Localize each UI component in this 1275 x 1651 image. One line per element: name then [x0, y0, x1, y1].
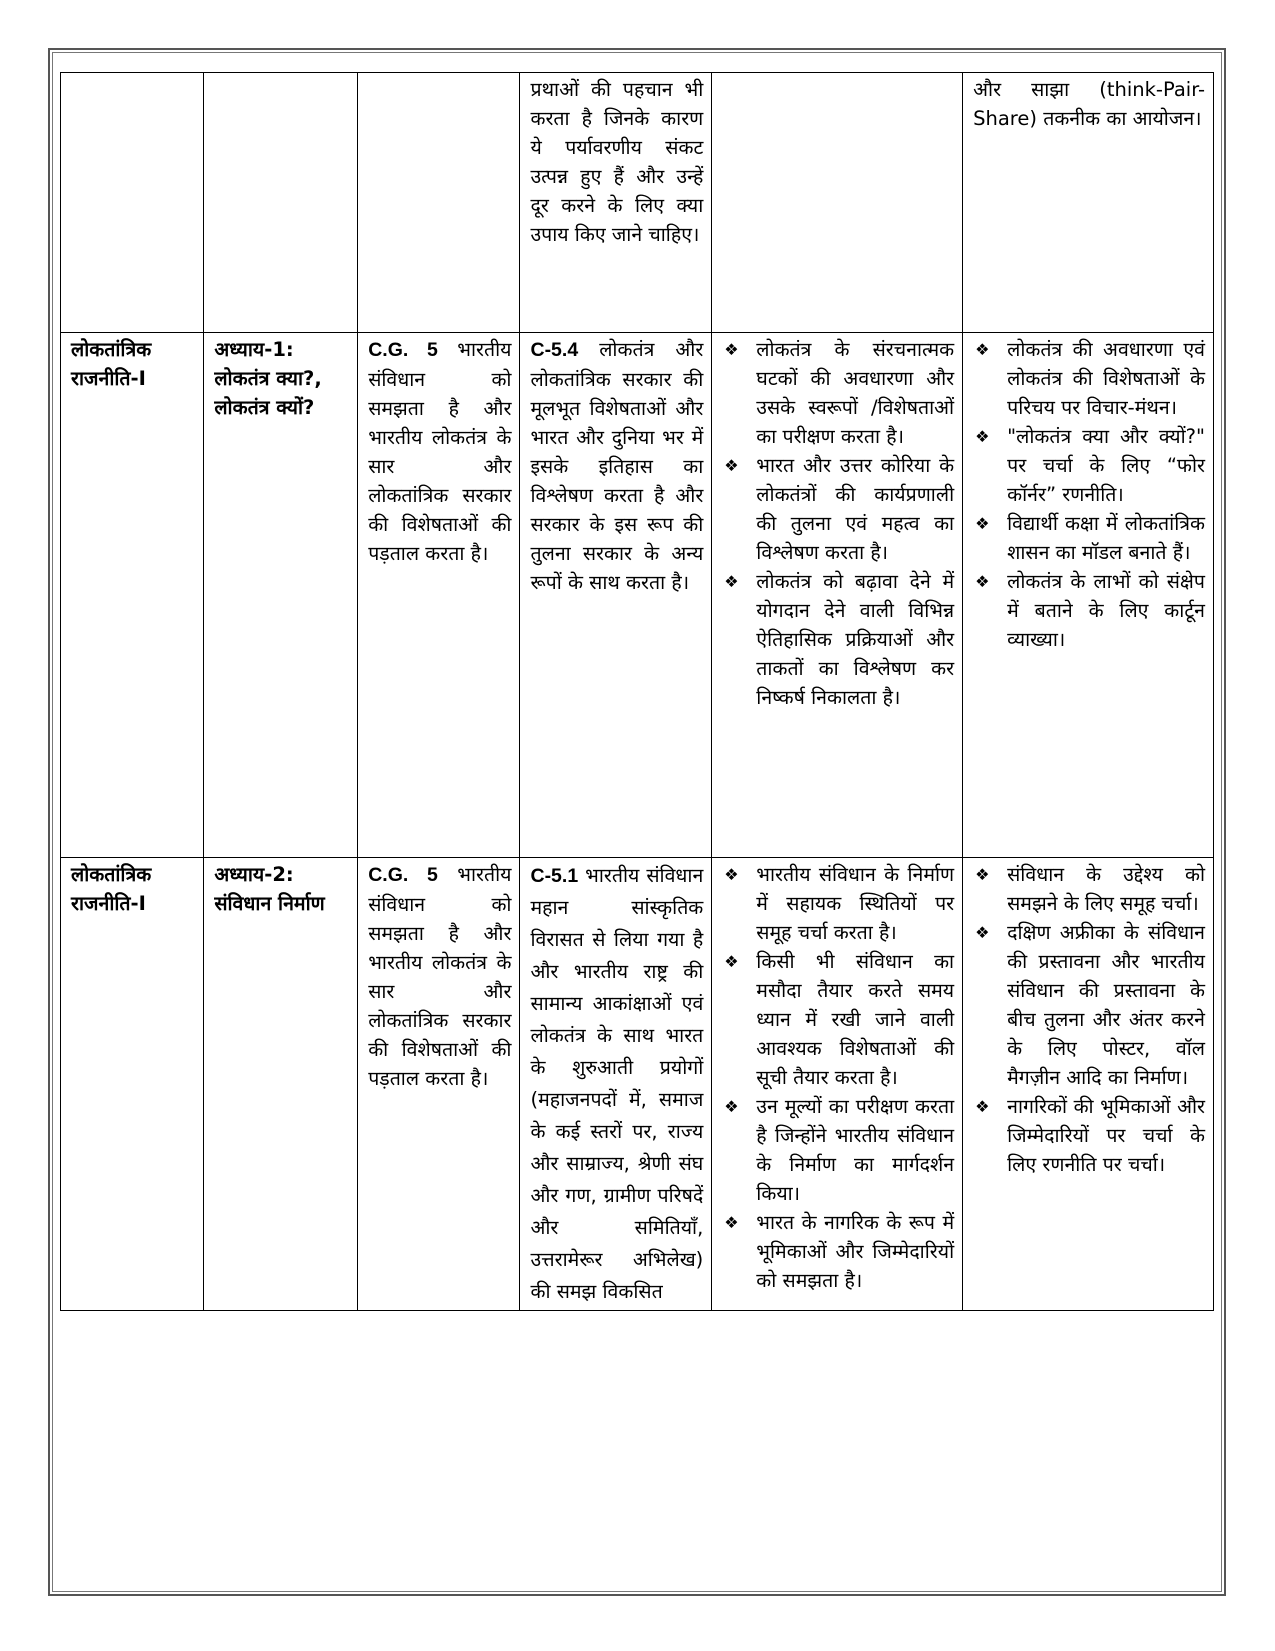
curriculum-table: [60, 72, 1214, 1311]
cell-curricular-goal: [358, 73, 520, 333]
cell-competency: [520, 73, 712, 333]
cell-learning-outcomes: [712, 858, 963, 1311]
domain-text: लोकतांत्रिक राजनीति-I: [71, 863, 152, 915]
cg-code: C.G. 5: [368, 864, 438, 886]
cell-chapter: [204, 858, 358, 1311]
pedagogy-list: [973, 860, 1205, 1179]
competency-text: भारतीय संविधान महान सांस्कृतिक विरासत से लिया गया है और भारतीय राष्ट्र की सामान्य आकांक्षाओं एवं लोकतंत्र के साथ भारत के शुरुआती प्रयोगों (महाजनपदों में, समाज के कई स्तरों पर, राज्य और साम्राज्य, श्रेणी संघ और गण, ग्रामीण परिषदें और समितियाँ, उत्तरामेरूर अभिलेख) की समझ विकसित: [530, 864, 704, 1303]
list-item: ❖ लोकतंत्र की अवधारणा एवं लोकतंत्र की विशेषताओं के परिचय पर विचार-मंथन।: [973, 335, 1205, 422]
diamond-bullet-icon: ❖: [975, 1097, 990, 1116]
diamond-bullet-icon: ❖: [975, 427, 990, 446]
diamond-bullet-icon: ❖: [724, 340, 739, 359]
cell-pedagogy: [963, 73, 1214, 333]
list-item: ❖ भारतीय संविधान के निर्माण में सहायक स्थितियों पर समूह चर्चा करता है।: [722, 860, 954, 947]
cell-learning-outcomes: [712, 333, 963, 858]
competency-text: प्रथाओं की पहचान भी करता है जिनके कारण ये पर्यावरणीय संकट उत्पन्न हुए हैं और उन्हें दूर करने के लिए क्या उपाय किए जाने चाहिए।: [530, 78, 704, 246]
cg-text: भारतीय संविधान को समझता है और भारतीय लोकतंत्र के सार और लोकतांत्रिक सरकार की विशेषताओं की पड़ताल करता है।: [368, 863, 512, 1090]
diamond-bullet-icon: ❖: [724, 572, 739, 591]
list-item: ❖ विद्यार्थी कक्षा में लोकतांत्रिक शासन का मॉडल बनाते हैं।: [973, 509, 1205, 567]
diamond-bullet-icon: ❖: [975, 572, 990, 591]
cell-curricular-goal: [358, 858, 520, 1311]
diamond-bullet-icon: ❖: [975, 340, 990, 359]
diamond-bullet-icon: ❖: [975, 923, 990, 942]
competency-text: लोकतंत्र और लोकतांत्रिक सरकार की मूलभूत विशेषताओं और भारत और दुनिया भर में इसके इतिहास का विश्लेषण करता है और सरकार के इस रूप की तुलना सरकार के अन्य रूपों के साथ करता है।: [530, 338, 704, 594]
cell-pedagogy: [963, 858, 1214, 1311]
pedagogy-text: और साझा (think-Pair-Share) तकनीक का आयोजन।: [973, 78, 1205, 130]
domain-text: लोकतांत्रिक राजनीति-I: [71, 338, 152, 390]
list-item: ❖ लोकतंत्र के संरचनात्मक घटकों की अवधारणा और उसके स्वरूपों /विशेषताओं का परीक्षण करता है।: [722, 335, 954, 451]
diamond-bullet-icon: ❖: [724, 1097, 739, 1116]
list-item: ❖ उन मूल्यों का परीक्षण करता है जिन्होंने भारतीय संविधान के निर्माण का मार्गदर्शन किया।: [722, 1092, 954, 1208]
chapter-text: अध्याय-1: लोकतंत्र क्या?, लोकतंत्र क्यों?: [214, 338, 322, 419]
cell-chapter: [204, 73, 358, 333]
table-row: [61, 73, 1214, 333]
cell-pedagogy: [963, 333, 1214, 858]
cell-competency: [520, 858, 712, 1311]
list-item: ❖ संविधान के उद्देश्य को समझने के लिए समूह चर्चा।: [973, 860, 1205, 918]
cell-learning-outcomes: [712, 73, 963, 333]
list-item: ❖ दक्षिण अफ्रीका के संविधान की प्रस्तावना और भारतीय संविधान की प्रस्तावना के बीच तुलना और अंतर करने के लिए पोस्टर, वॉल मैगज़ीन आदि का निर्माण।: [973, 918, 1205, 1092]
table-row: [61, 333, 1214, 858]
chapter-text: अध्याय-2: संविधान निर्माण: [214, 863, 325, 915]
diamond-bullet-icon: ❖: [724, 456, 739, 475]
list-item: ❖ लोकतंत्र को बढ़ावा देने में योगदान देने वाली विभिन्न ऐतिहासिक प्रक्रियाओं और ताकतों का विश्लेषण कर निष्कर्ष निकालता है।: [722, 567, 954, 712]
learning-outcomes-list: [722, 860, 954, 1295]
list-item: ❖ "लोकतंत्र क्या और क्यों?" पर चर्चा के लिए “फोर कॉर्नर” रणनीति।: [973, 422, 1205, 509]
list-item: ❖ लोकतंत्र के लाभों को संक्षेप में बताने के लिए कार्टून व्याख्या।: [973, 567, 1205, 654]
cell-domain: [61, 858, 204, 1311]
list-item: ❖ किसी भी संविधान का मसौदा तैयार करते समय ध्यान में रखी जाने वाली आवश्यक विशेषताओं की सूची तैयार करता है।: [722, 947, 954, 1092]
diamond-bullet-icon: ❖: [724, 952, 739, 971]
list-item: ❖ भारत के नागरिक के रूप में भूमिकाओं और जिम्मेदारियों को समझता है।: [722, 1208, 954, 1295]
diamond-bullet-icon: ❖: [724, 1213, 739, 1232]
diamond-bullet-icon: ❖: [724, 865, 739, 884]
diamond-bullet-icon: ❖: [975, 865, 990, 884]
cell-curricular-goal: [358, 333, 520, 858]
cell-domain: [61, 73, 204, 333]
diamond-bullet-icon: ❖: [975, 514, 990, 533]
list-item: ❖ भारत और उत्तर कोरिया के लोकतंत्रों की कार्यप्रणाली की तुलना एवं महत्व का विश्लेषण करता है।: [722, 451, 954, 567]
competency-code: C-5.1: [530, 865, 579, 887]
list-item: ❖ नागरिकों की भूमिकाओं और जिम्मेदारियों पर चर्चा के लिए रणनीति पर चर्चा।: [973, 1092, 1205, 1179]
cell-domain: [61, 333, 204, 858]
cg-text: भारतीय संविधान को समझता है और भारतीय लोकतंत्र के सार और लोकतांत्रिक सरकार की विशेषताओं की पड़ताल करता है।: [368, 338, 512, 565]
cg-code: C.G. 5: [368, 339, 438, 361]
competency-code: C-5.4: [530, 339, 579, 361]
pedagogy-list: [973, 335, 1205, 654]
cell-competency: [520, 333, 712, 858]
cell-chapter: [204, 333, 358, 858]
table-row: [61, 858, 1214, 1311]
learning-outcomes-list: [722, 335, 954, 712]
